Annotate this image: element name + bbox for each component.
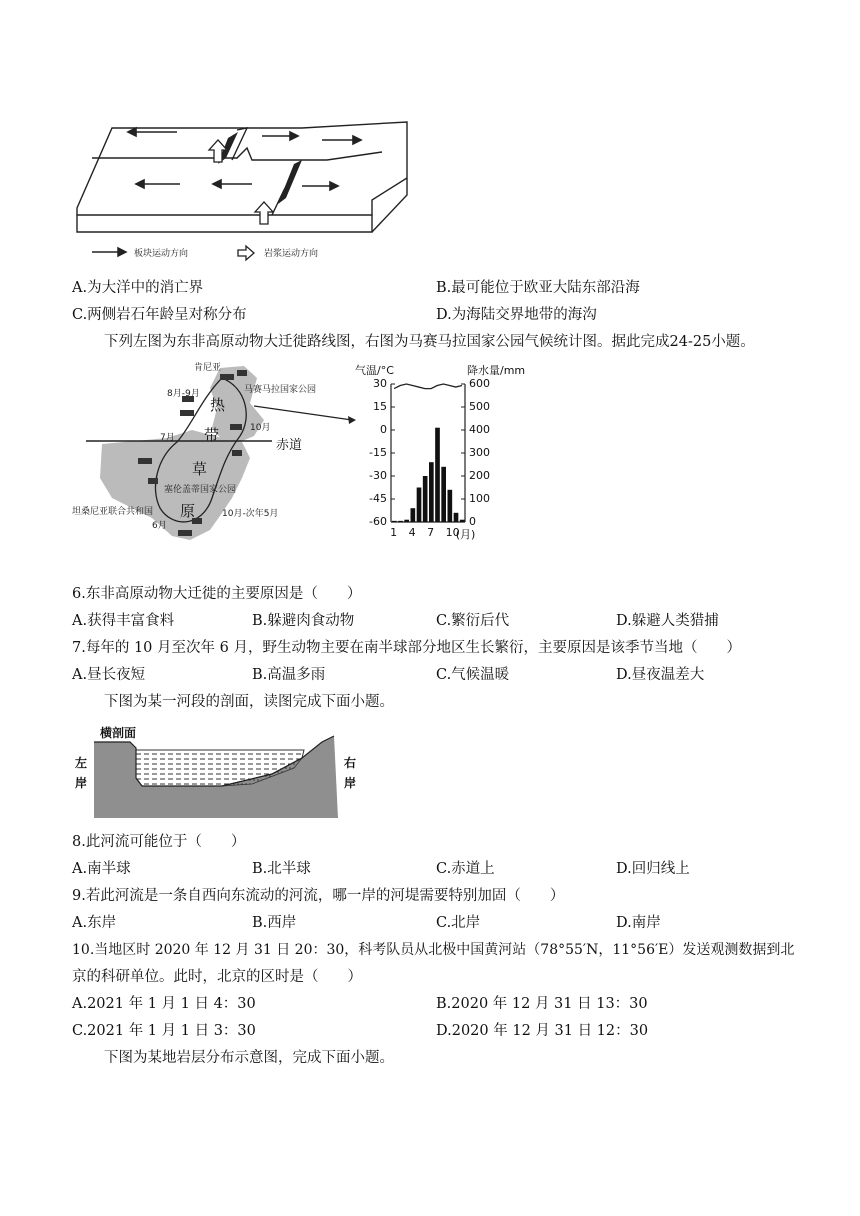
river-profile-graphic — [72, 722, 372, 822]
intro-river: 下图为某一河段的剖面，读图完成下面小题。 — [104, 694, 394, 710]
chart-x-tick-label: (月) — [455, 528, 476, 541]
q9-option-c: C.北岸 — [436, 915, 481, 931]
chart-left-tick-label: -15 — [369, 446, 387, 459]
q9-stem: 9.若此河流是一条自西向东流动的河流，哪一岸的河堤需要特别加固（ ） — [72, 888, 565, 904]
chart-x-tick-label: 7 — [427, 526, 435, 539]
river-figure-title: 横剖面 — [100, 726, 137, 740]
q8-option-d: D.回归线上 — [616, 861, 690, 877]
q6-option-c: C.繁衍后代 — [436, 613, 510, 629]
migration-map-graphic — [72, 358, 362, 550]
precipitation-bar — [392, 521, 397, 522]
chart-right-tick-label: 200 — [469, 469, 490, 482]
map-label-equator: 赤道 — [276, 438, 303, 453]
precipitation-bar — [435, 428, 440, 522]
q6-option-a: A.获得丰富食料 — [72, 613, 175, 629]
precipitation-bar — [411, 508, 416, 522]
map-big-char-2: 带 — [204, 426, 220, 444]
chart-x-tick-label: 10 — [445, 526, 460, 539]
chart-right-tick-label: 100 — [469, 492, 490, 505]
river-cross-section-figure — [72, 722, 372, 822]
map-label-jun: 6月 — [152, 521, 167, 531]
precipitation-bar — [441, 467, 446, 522]
chart-x-tick-label: 1 — [390, 526, 398, 539]
plate-block-diagram — [72, 120, 417, 270]
river-right-bank-2: 岸 — [344, 776, 357, 790]
chart-right-tick-label: 300 — [469, 446, 490, 459]
river-right-bank-1: 右 — [344, 756, 357, 770]
q5-option-c: C.两侧岩石年龄呈对称分布 — [72, 307, 247, 323]
q6-option-d: D.躲避人类猎捕 — [616, 613, 719, 629]
q10-stem-line1: 10.当地区时 2020 年 12 月 31 日 20：30，科考队员从北极中国黄河站（78°55′N，11°56′E）发送观测数据到北 — [72, 942, 795, 958]
map-label-oct: 10月 — [250, 423, 271, 433]
q6-stem: 6.东非高原动物大迁徙的主要原因是（ ） — [72, 586, 362, 602]
precipitation-bar — [404, 520, 409, 522]
river-left-bank-1: 左 — [75, 756, 88, 770]
precipitation-bar — [429, 462, 434, 522]
precipitation-bar — [417, 488, 422, 523]
chart-left-tick-label: 30 — [373, 377, 387, 390]
chart-left-tick-label: -45 — [369, 492, 387, 505]
temperature-line — [394, 384, 462, 389]
precipitation-bar — [398, 521, 403, 522]
plate-boundary-figure — [72, 120, 417, 270]
chart-left-tick-label: 0 — [380, 423, 387, 436]
map-label-tanzania: 坦桑尼亚联合共和国 — [72, 507, 154, 517]
map-label-maasai-mara: 马赛马拉国家公园 — [244, 385, 317, 395]
chart-right-tick-label: 0 — [469, 515, 476, 528]
q9-option-b: B.西岸 — [252, 915, 297, 931]
map-label-aug-sep: 8月-9月 — [167, 389, 200, 399]
q10-option-d: D.2020 年 12 月 31 日 12：30 — [436, 1023, 649, 1039]
q6-option-b: B.躲避肉食动物 — [252, 613, 355, 629]
chart-right-tick-label: 400 — [469, 423, 490, 436]
legend-plate-label: 板块运动方向 — [134, 249, 189, 259]
map-big-char-3: 草 — [192, 460, 208, 478]
q7-option-d: D.昼夜温差大 — [616, 667, 705, 683]
river-left-bank-2: 岸 — [75, 776, 88, 790]
q7-option-b: B.高温多雨 — [252, 667, 326, 683]
q7-stem: 7.每年的 10 月至次年 6 月，野生动物主要在南半球部分地区生长繁衍，主要原因是该季节当地（ ） — [72, 640, 741, 656]
q8-option-c: C.赤道上 — [436, 861, 495, 877]
precipitation-bar — [454, 513, 459, 522]
q10-option-b: B.2020 年 12 月 31 日 13：30 — [436, 996, 648, 1012]
precipitation-bar — [448, 490, 453, 522]
chart-left-tick-label: -30 — [369, 469, 387, 482]
map-label-serengeti: 塞伦盖蒂国家公园 — [164, 485, 237, 495]
q8-option-a: A.南半球 — [72, 861, 131, 877]
q9-option-d: D.南岸 — [616, 915, 661, 931]
precipitation-bar — [423, 476, 428, 522]
chart-right-tick-label: 600 — [469, 377, 490, 390]
q5-option-b: B.最可能位于欧亚大陆东部沿海 — [436, 280, 640, 296]
map-label-kenya: 肯尼亚 — [194, 363, 222, 373]
q5-option-d: D.为海陆交界地带的海沟 — [436, 307, 597, 323]
q7-option-a: A.昼长夜短 — [72, 667, 146, 683]
migration-map — [72, 358, 362, 550]
chart-left-tick-label: 15 — [373, 400, 387, 413]
chart-right-tick-label: 500 — [469, 400, 490, 413]
intro-24-25: 下列左图为东非高原动物大迁徙路线图，右图为马赛马拉国家公园气候统计图。据此完成24-25小题。 — [104, 334, 755, 350]
chart-ylabel-right: 降水量/mm — [467, 364, 526, 377]
intro-strata: 下图为某地岩层分布示意图，完成下面小题。 — [104, 1050, 394, 1066]
map-big-char-1: 热 — [210, 396, 226, 414]
map-label-jul: 7月 — [160, 433, 175, 443]
map-label-oct-may: 10月-次年5月 — [222, 509, 279, 519]
precipitation-bar — [460, 520, 465, 522]
q10-option-a: A.2021 年 1 月 1 日 4：30 — [72, 996, 256, 1012]
q5-option-a: A.为大洋中的消亡界 — [72, 280, 204, 296]
q7-option-c: C.气候温暖 — [436, 667, 510, 683]
q9-option-a: A.东岸 — [72, 915, 117, 931]
chart-ylabel-left: 气温/°C — [355, 364, 394, 377]
climate-chart — [355, 362, 555, 547]
q8-option-b: B.北半球 — [252, 861, 311, 877]
chart-x-tick-label: 4 — [408, 526, 416, 539]
map-big-char-4: 原 — [180, 502, 196, 520]
q10-stem-line2: 京的科研单位。此时，北京的区时是（ ） — [72, 969, 362, 985]
legend-magma-label: 岩浆运动方向 — [264, 249, 319, 259]
q10-option-c: C.2021 年 1 月 1 日 3：30 — [72, 1023, 256, 1039]
q8-stem: 8.此河流可能位于（ ） — [72, 834, 246, 850]
chart-left-tick-label: -60 — [369, 515, 387, 528]
